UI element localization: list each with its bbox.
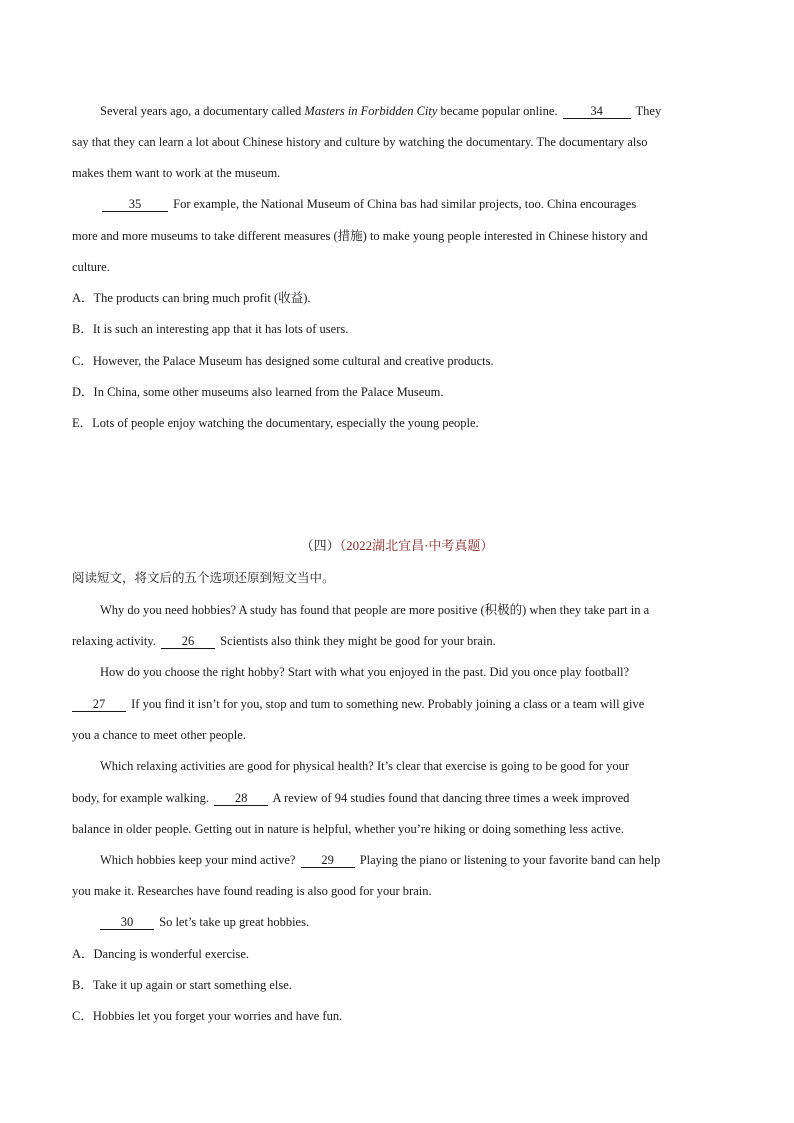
- passage3-paragraph2-line3: culture.: [72, 260, 110, 274]
- text-fragment: For example, the National Museum of China bas had similar projects, too. China encourages: [170, 197, 637, 211]
- passage4-option-b: B．Take it up again or start something else.: [72, 978, 292, 992]
- documentary-title: Masters in Forbidden City: [304, 104, 438, 118]
- section-number: （四）: [300, 538, 340, 553]
- passage4-line9: [100, 852, 760, 868]
- passage4-option-c: C．Hobbies let you forget your worries and have fun.: [72, 1009, 343, 1023]
- text-fragment: Playing the piano or listening to your favorite band can help: [356, 853, 661, 867]
- section4-header: [0, 538, 794, 554]
- passage3-paragraph2-line2: more and more museums to take different measures (措施) to make young people interested in Chinese history and: [72, 229, 648, 243]
- section-source: （2022湖北宜昌·中考真题）: [339, 538, 494, 553]
- passage3-paragraph1-line1: [100, 103, 760, 119]
- passage4-option-a: A．Dancing is wonderful exercise.: [72, 947, 250, 961]
- passage4-line7: [72, 790, 732, 806]
- passage4-line5: you a chance to meet other people.: [72, 728, 246, 742]
- blank-26: 26: [161, 634, 215, 649]
- blank-30: 30: [100, 915, 154, 930]
- passage4-line6: Which relaxing activities are good for physical health? It’s clear that exercise is going to be good for your: [100, 759, 629, 773]
- passage3-paragraph1-line3: makes them want to work at the museum.: [72, 166, 281, 180]
- blank-34: 34: [563, 104, 631, 119]
- text-fragment: A review of 94 studies found that dancing three times a week improved: [270, 791, 630, 805]
- text-fragment: If you find it isn’t for you, stop and tum to something new. Probably joining a class or a team will give: [128, 697, 645, 711]
- passage3-option-d: D．In China, some other museums also learned from the Palace Museum.: [72, 385, 444, 399]
- text-fragment: relaxing activity.: [72, 634, 160, 648]
- blank-28: 28: [214, 791, 268, 806]
- blank-27: 27: [72, 697, 126, 712]
- text-fragment: body, for example walking.: [72, 791, 213, 805]
- passage4-line11: [100, 914, 760, 930]
- section4-instruction: 阅读短文，将文后的五个选项还原到短文当中。: [72, 570, 335, 585]
- passage3-option-e: E．Lots of people enjoy watching the documentary, especially the young people.: [72, 416, 479, 430]
- passage4-line3: How do you choose the right hobby? Start with what you enjoyed in the past. Did you once play football?: [100, 665, 630, 679]
- passage3-option-c: C．However, the Palace Museum has designed some cultural and creative products.: [72, 354, 494, 368]
- passage4-line8: balance in older people. Getting out in nature is helpful, whether you’re hiking or doing something less active.: [72, 822, 624, 836]
- passage4-line1: Why do you need hobbies? A study has found that people are more positive (积极的) when they take part in a: [100, 603, 650, 617]
- blank-35: 35: [102, 197, 168, 212]
- text-fragment: So let’s take up great hobbies.: [156, 915, 310, 929]
- passage4-line10: you make it. Researches have found reading is also good for your brain.: [72, 884, 432, 898]
- passage4-line4: [72, 696, 732, 712]
- text-fragment: They: [632, 104, 662, 118]
- passage3-paragraph2-line1: [100, 196, 760, 212]
- text-fragment: Scientists also think they might be good for your brain.: [217, 634, 496, 648]
- text-fragment: Which hobbies keep your mind active?: [100, 853, 299, 867]
- text-fragment: became popular online.: [437, 104, 561, 118]
- passage3-option-a: A．The products can bring much profit (收益).: [72, 291, 311, 305]
- blank-29: 29: [301, 853, 355, 868]
- passage3-paragraph1-line2: say that they can learn a lot about Chinese history and culture by watching the documentary. The documentary also: [72, 135, 648, 149]
- passage4-line2: [72, 633, 732, 649]
- text-fragment: Several years ago, a documentary called: [100, 104, 305, 118]
- passage3-option-b: B．It is such an interesting app that it has lots of users.: [72, 322, 349, 336]
